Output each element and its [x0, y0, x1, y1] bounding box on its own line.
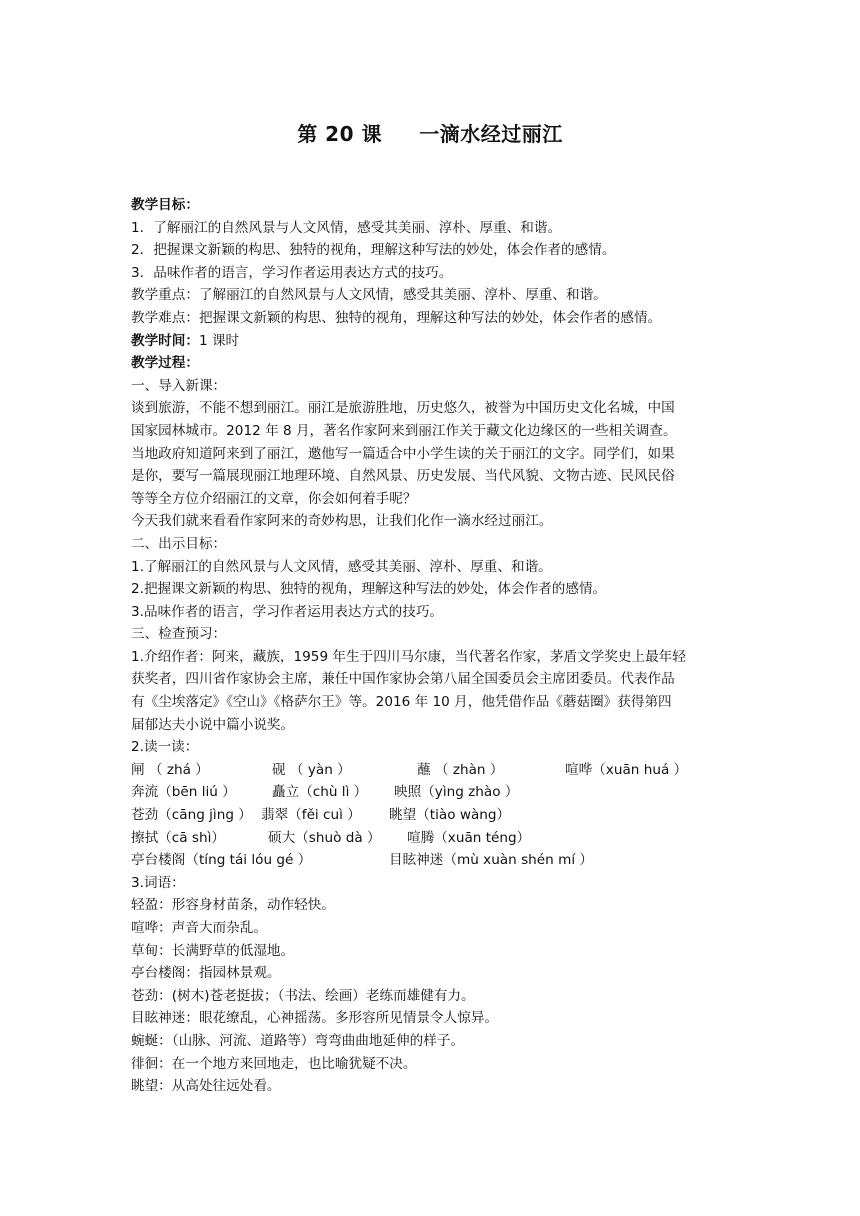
- vocab-item: 眺望：从高处往远处看。: [131, 1078, 281, 1095]
- section-heading: 二、出示目标：: [131, 535, 227, 552]
- process-heading: 教学过程：: [131, 355, 199, 372]
- pinyin-row: [131, 804, 736, 827]
- pinyin-row: [131, 781, 736, 804]
- time-label: 教学时间：: [131, 332, 199, 349]
- document-body: [131, 194, 736, 1098]
- intro-closing: 今天我们就来看看作家阿来的奇妙构思，让我们化作一滴水经过丽江。: [131, 513, 553, 530]
- read-heading: 2.读一读：: [131, 739, 199, 756]
- objective-item: 1．了解丽江的自然风景与人文风情，感受其美丽、淳朴、厚重、和谐。: [131, 219, 562, 236]
- intro-paragraph: [131, 397, 736, 510]
- pinyin-entry: 砚 （ yàn ）: [272, 761, 351, 778]
- author-line: 获奖者，四川省作家协会主席，兼任中国作家协会第八届全国委员会主席团委员。代表作品: [131, 671, 675, 688]
- section-heading: 一、导入新课：: [131, 377, 227, 394]
- pinyin-entry: 擦拭（cā shì）: [131, 829, 225, 846]
- lesson-title: 第 20 课 一滴水经过丽江: [297, 122, 563, 146]
- goal-item: 1.了解丽江的自然风景与人文风情，感受其美丽、淳朴、厚重、和谐。: [131, 558, 552, 575]
- pinyin-entry: 闸 （ zhá ）: [131, 761, 209, 778]
- vocab-item: 苍劲：(树木)苍老挺拔；（书法、绘画）老练而雄健有力。: [131, 987, 475, 1004]
- vocab-item: 蜿蜒：（山脉、河流、道路等）弯弯曲曲地延伸的样子。: [131, 1032, 465, 1049]
- objective-item: 3．品味作者的语言，学习作者运用表达方式的技巧。: [131, 264, 453, 281]
- vocab-item: 喧哗：声音大而杂乱。: [131, 920, 267, 936]
- pinyin-entry: 硕大（shuò dà ）: [268, 829, 381, 846]
- pinyin-entry: 喧哗（xuān huá ）: [565, 761, 688, 778]
- pinyin-entry: 苍劲（cāng jìng ）: [131, 807, 252, 824]
- intro-line: 当地政府知道阿来到了丽江，邀他写一篇适合中小学生读的关于丽江的文字。同学们，如果: [131, 445, 675, 462]
- pinyin-entry: 喧腾（xuān téng）: [407, 829, 531, 846]
- intro-line: 国家园林城市。2012 年 8 月，著名作家阿来到丽江作关于藏文化边缘区的一些相关调查。: [131, 422, 677, 439]
- pinyin-entry: 奔流（bēn liú ）: [131, 784, 236, 801]
- pinyin-row: [131, 827, 736, 850]
- pinyin-row: [131, 759, 736, 782]
- intro-line: 谈到旅游，不能不想到丽江。丽江是旅游胜地，历史悠久，被誉为中国历史文化名城，中国: [131, 400, 675, 417]
- vocab-item: 草甸：长满野草的低湿地。: [131, 942, 295, 959]
- vocab-item: 亭台楼阁：指园林景观。: [131, 965, 281, 982]
- vocab-item: 徘徊：在一个地方来回地走，也比喻犹疑不决。: [131, 1055, 417, 1072]
- difficulty-point: 教学难点：把握课文新颖的构思、独特的视角，理解这种写法的妙处，体会作者的感情。: [131, 309, 662, 326]
- vocab-item: 轻盈：形容身材苗条，动作轻快。: [131, 897, 335, 914]
- author-line: 届郁达夫小说中篇小说奖。: [131, 716, 295, 733]
- teaching-time: [131, 330, 736, 353]
- pinyin-entry: 矗立（chù lì ）: [272, 784, 368, 801]
- author-line: 1.介绍作者：阿来，藏族，1959 年生于四川马尔康，当代著名作家，茅盾文学奖史上最年轻: [131, 648, 686, 665]
- goal-item: 3.品味作者的语言，学习作者运用表达方式的技巧。: [131, 603, 444, 620]
- objectives-heading: 教学目标：: [131, 197, 199, 213]
- author-intro: [131, 646, 736, 736]
- pinyin-entry: 翡翠（fěi cuì ）: [261, 807, 361, 824]
- pinyin-entry: 眺望（tiào wàng）: [389, 807, 511, 824]
- time-value: 1 课时: [198, 332, 240, 349]
- pinyin-entry: 映照（yìng zhào ）: [394, 784, 519, 801]
- pinyin-entry: 目眩神迷（mù xuàn shén mí ）: [389, 852, 594, 869]
- author-line: 有《尘埃落定》《空山》《格萨尔王》等。2016 年 10 月，他凭借作品《蘑菇圈》获得第四: [131, 694, 672, 711]
- vocab-heading: 3.词语：: [131, 874, 185, 891]
- pinyin-entry: 蘸 （ zhàn ）: [417, 761, 504, 778]
- key-point: 教学重点：了解丽江的自然风景与人文风情，感受其美丽、淳朴、厚重、和谐。: [131, 287, 607, 304]
- pinyin-entry: 亭台楼阁（tíng tái lóu gé ）: [131, 852, 312, 869]
- section-heading: 三、检查预习：: [131, 626, 227, 643]
- intro-line: 等等全方位介绍丽江的文章，你会如何着手呢？: [131, 490, 417, 507]
- objective-item: 2．把握课文新颖的构思、独特的视角，理解这种写法的妙处，体会作者的感情。: [131, 242, 616, 259]
- pinyin-row: [131, 849, 736, 872]
- vocab-item: 目眩神迷：眼花缭乱，心神摇荡。多形容所见情景令人惊异。: [131, 1010, 499, 1027]
- goal-item: 2.把握课文新颖的构思、独特的视角，理解这种写法的妙处，体会作者的感情。: [131, 581, 607, 598]
- intro-line: 是你，要写一篇展现丽江地理环境、自然风景、历史发展、当代风貌、文物古迹、民风民俗: [131, 468, 675, 485]
